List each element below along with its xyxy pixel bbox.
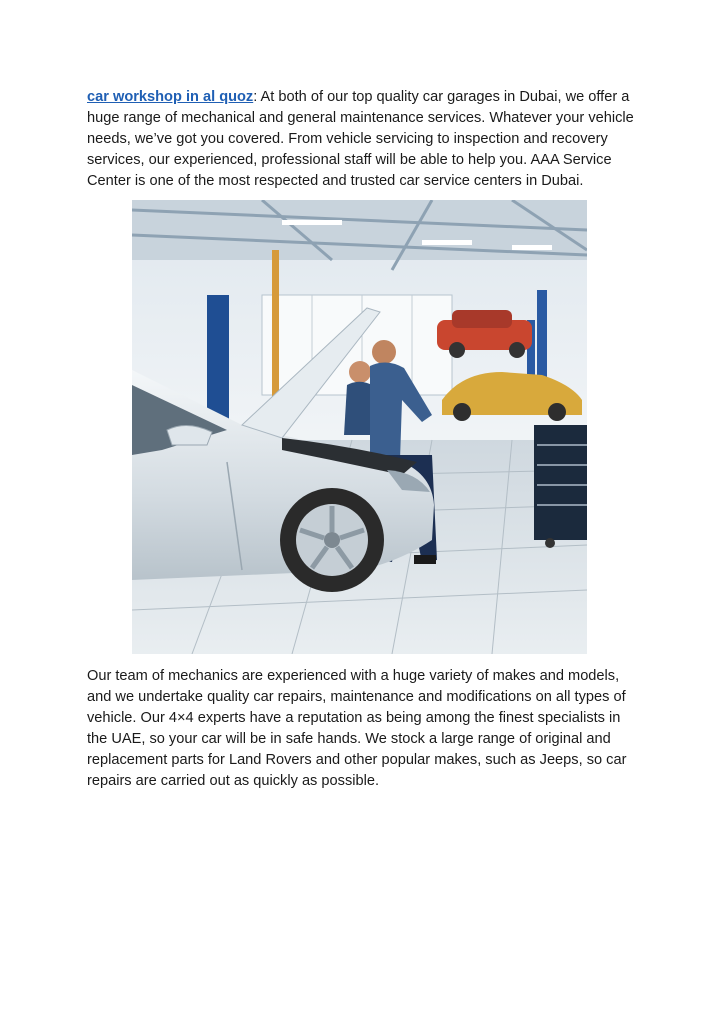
workshop-photo <box>132 200 587 654</box>
body-paragraph: Our team of mechanics are experienced with a huge variety of makes and models, and we undertake quality car repairs, maintenance and modifications on all types of vehicle. Our 4×4 experts have a reputation as being among the finest specialists in the UAE, so your car will be in safe hands. We stock a large range of original and replacement parts for Land Rovers and other popular makes, such as Jeeps, so car repairs are carried out as quickly as possible. <box>87 668 627 789</box>
intro-paragraph <box>87 87 635 192</box>
intro-text: : At both of our top quality car garages in Dubai, we offer a huge range of mechanical and general maintenance services. Whatever your vehicle needs, we’ve got you covered. From vehicle servicing to inspection and recovery services, our experienced, professional staff will be able to help you. AAA Service Center is one of the most respected and trusted car service centers in Dubai. <box>87 89 634 189</box>
workshop-link[interactable]: car workshop in al quoz <box>87 89 254 105</box>
